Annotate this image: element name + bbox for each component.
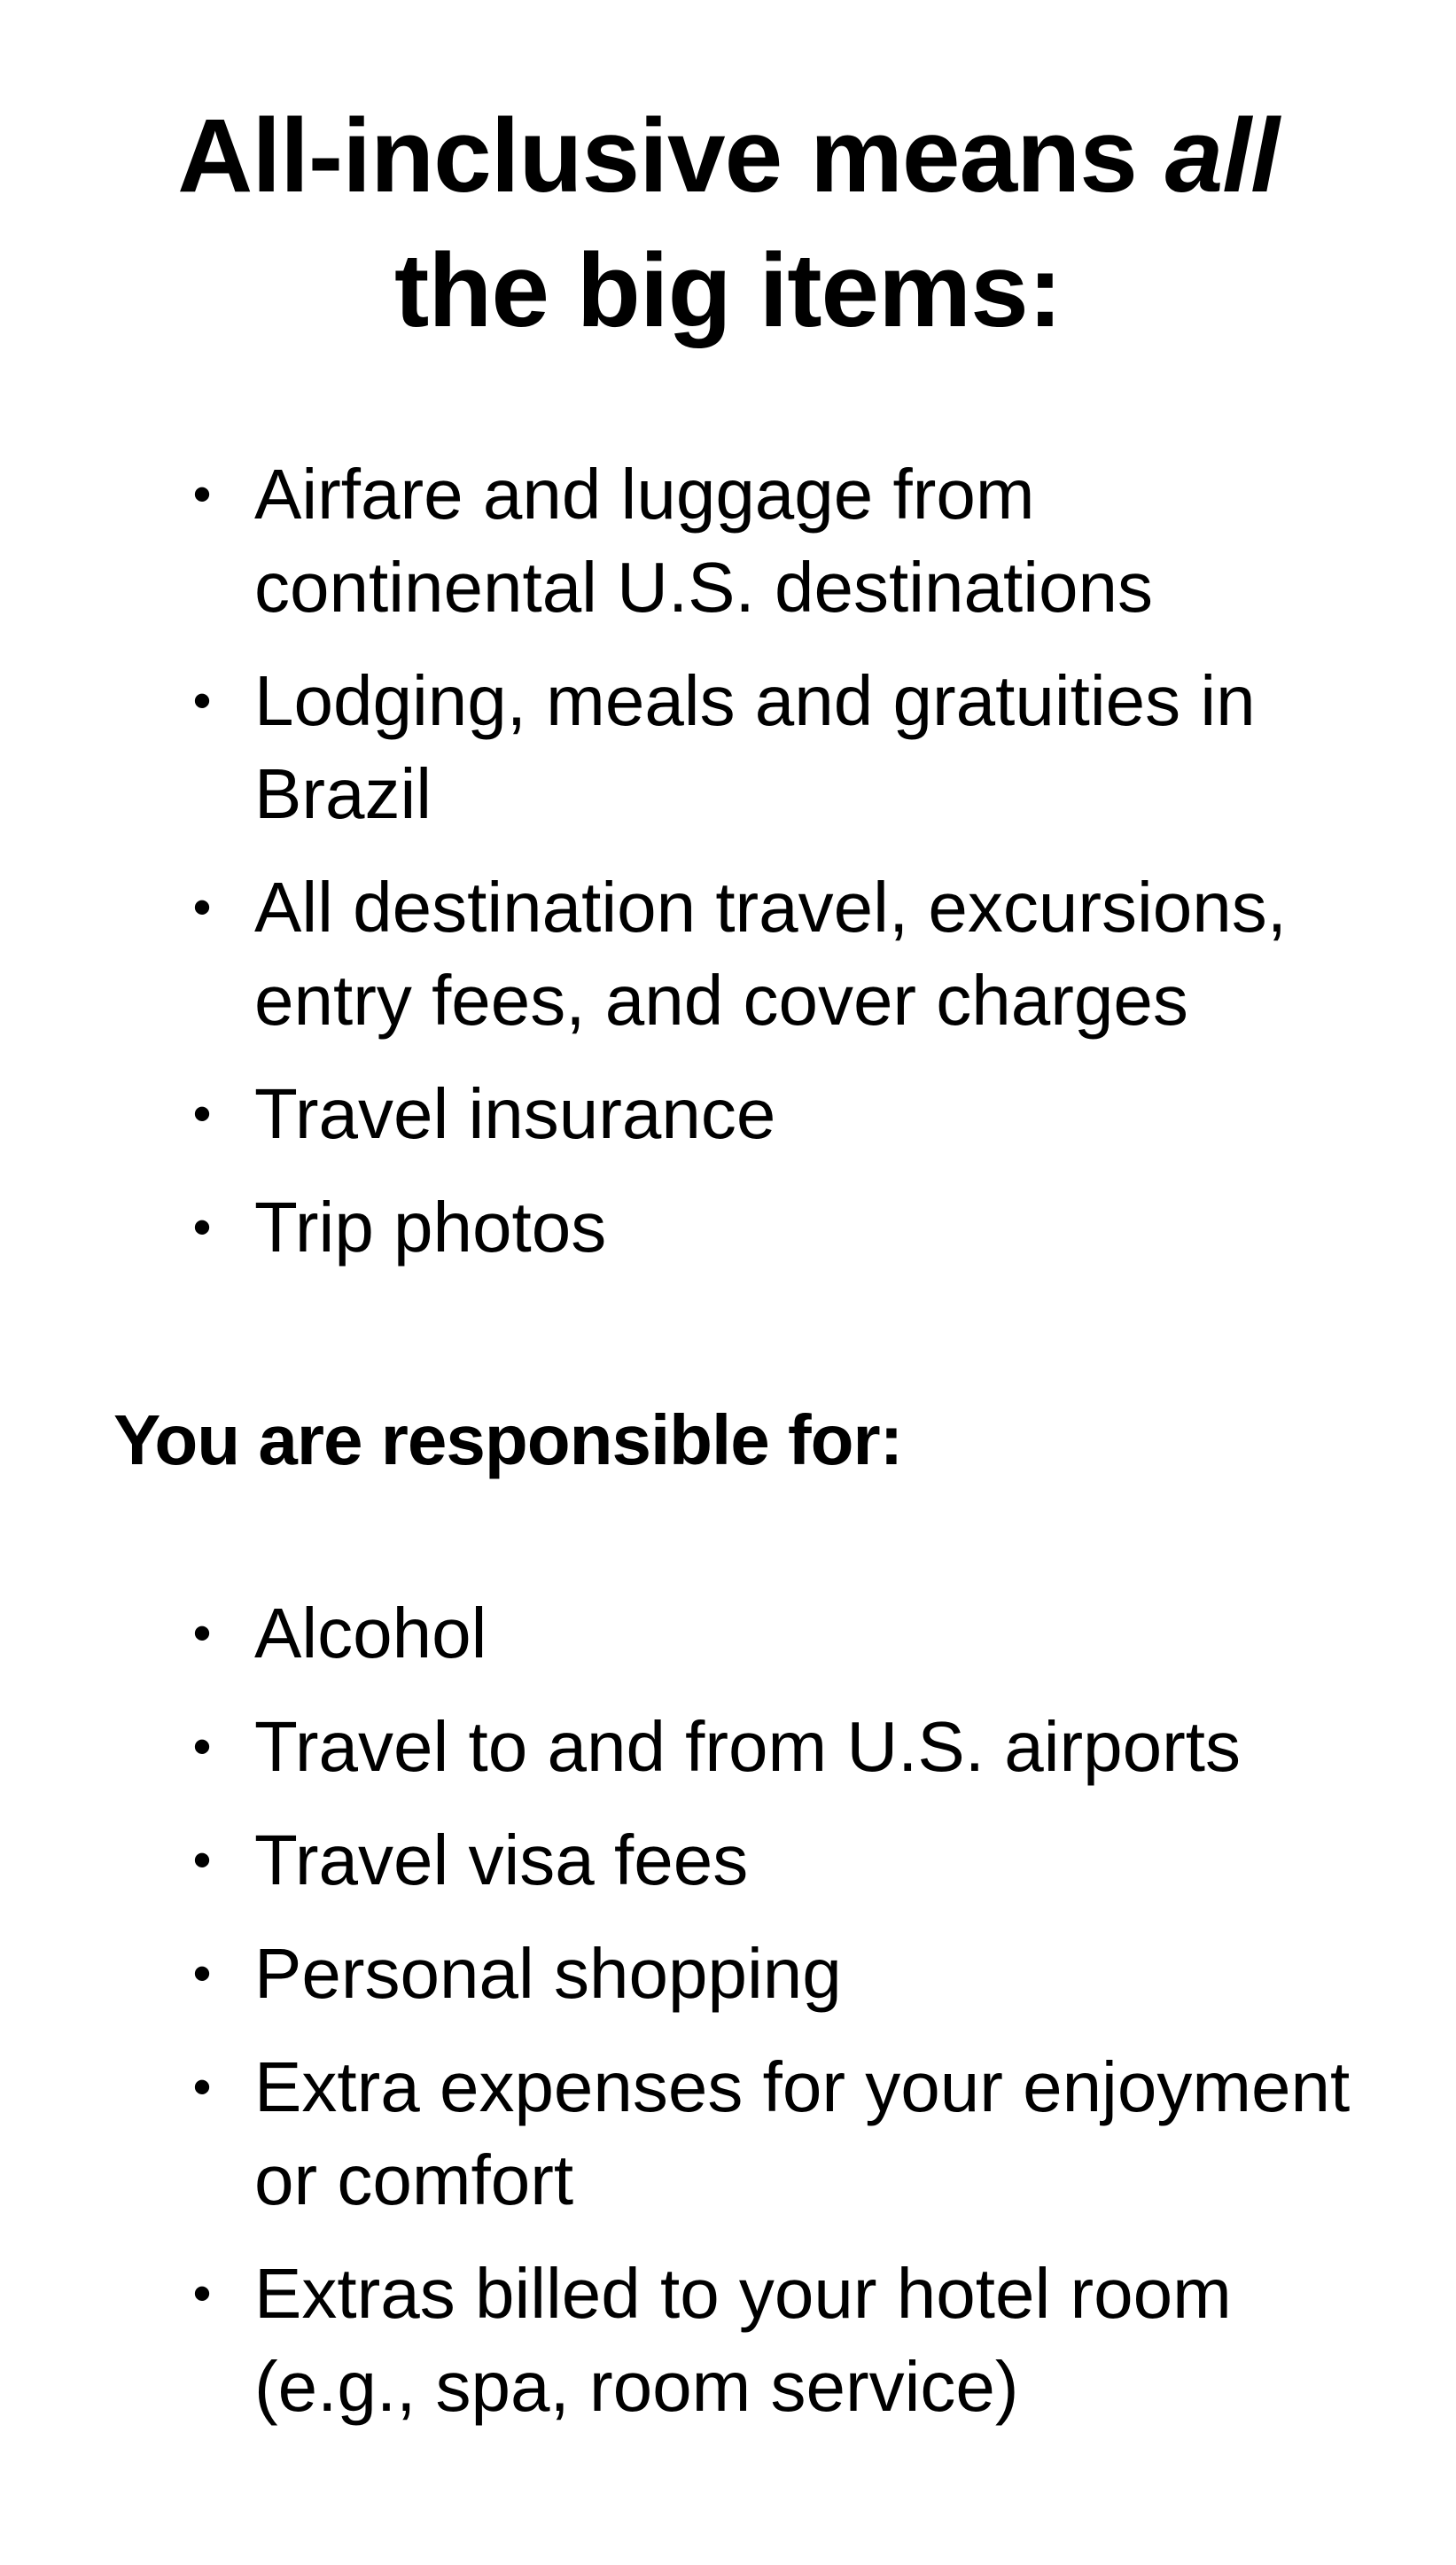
list-item-text: Personal shopping bbox=[254, 1934, 842, 2013]
responsible-heading: You are responsible for: bbox=[113, 1400, 903, 1479]
list-item-text: Extra expenses for your enjoyment or comfort bbox=[254, 2047, 1351, 2219]
list-item bbox=[0, 654, 1353, 840]
page-title bbox=[0, 89, 1456, 358]
included-items-list bbox=[0, 448, 1353, 1294]
list-item-text: Travel to and from U.S. airports bbox=[254, 1707, 1241, 1786]
list-item bbox=[0, 2040, 1353, 2226]
bullet-icon: • bbox=[192, 1603, 212, 1663]
list-item bbox=[0, 1587, 1353, 1680]
list-item-text: Airfare and luggage from continental U.S. destinations bbox=[254, 455, 1153, 627]
bullet-icon: • bbox=[192, 1830, 212, 1890]
list-item bbox=[0, 1181, 1353, 1274]
list-item bbox=[0, 1700, 1353, 1793]
bullet-icon: • bbox=[192, 877, 212, 937]
list-item-text: Extras billed to your hotel room (e.g., spa, room service) bbox=[254, 2254, 1232, 2426]
list-item bbox=[0, 861, 1353, 1047]
bullet-icon: • bbox=[192, 1197, 212, 1257]
title-emphasis: all bbox=[1164, 97, 1279, 214]
bullet-icon: • bbox=[192, 671, 212, 730]
list-item-text: All destination travel, excursions, entry fees, and cover charges bbox=[254, 868, 1287, 1040]
bullet-icon: • bbox=[192, 1944, 212, 2003]
title-line-2: the big items: bbox=[393, 232, 1063, 349]
title-prefix: All-inclusive means bbox=[177, 97, 1165, 214]
bullet-icon: • bbox=[192, 2057, 212, 2117]
bullet-icon: • bbox=[192, 464, 212, 524]
list-item bbox=[0, 1927, 1353, 2020]
list-item bbox=[0, 1067, 1353, 1160]
list-item-text: Alcohol bbox=[254, 1594, 487, 1672]
list-item-text: Travel insurance bbox=[254, 1074, 776, 1153]
title-line-1 bbox=[0, 89, 1456, 223]
list-item-text: Lodging, meals and gratuities in Brazil bbox=[254, 661, 1256, 833]
list-item-text: Trip photos bbox=[254, 1188, 607, 1267]
bullet-icon: • bbox=[192, 2264, 212, 2323]
responsible-items-list bbox=[0, 1587, 1353, 2453]
bullet-icon: • bbox=[192, 1084, 212, 1143]
list-item-text: Travel visa fees bbox=[254, 1820, 749, 1899]
list-item bbox=[0, 2247, 1353, 2433]
list-item bbox=[0, 1813, 1353, 1906]
list-item bbox=[0, 448, 1353, 634]
bullet-icon: • bbox=[192, 1717, 212, 1776]
